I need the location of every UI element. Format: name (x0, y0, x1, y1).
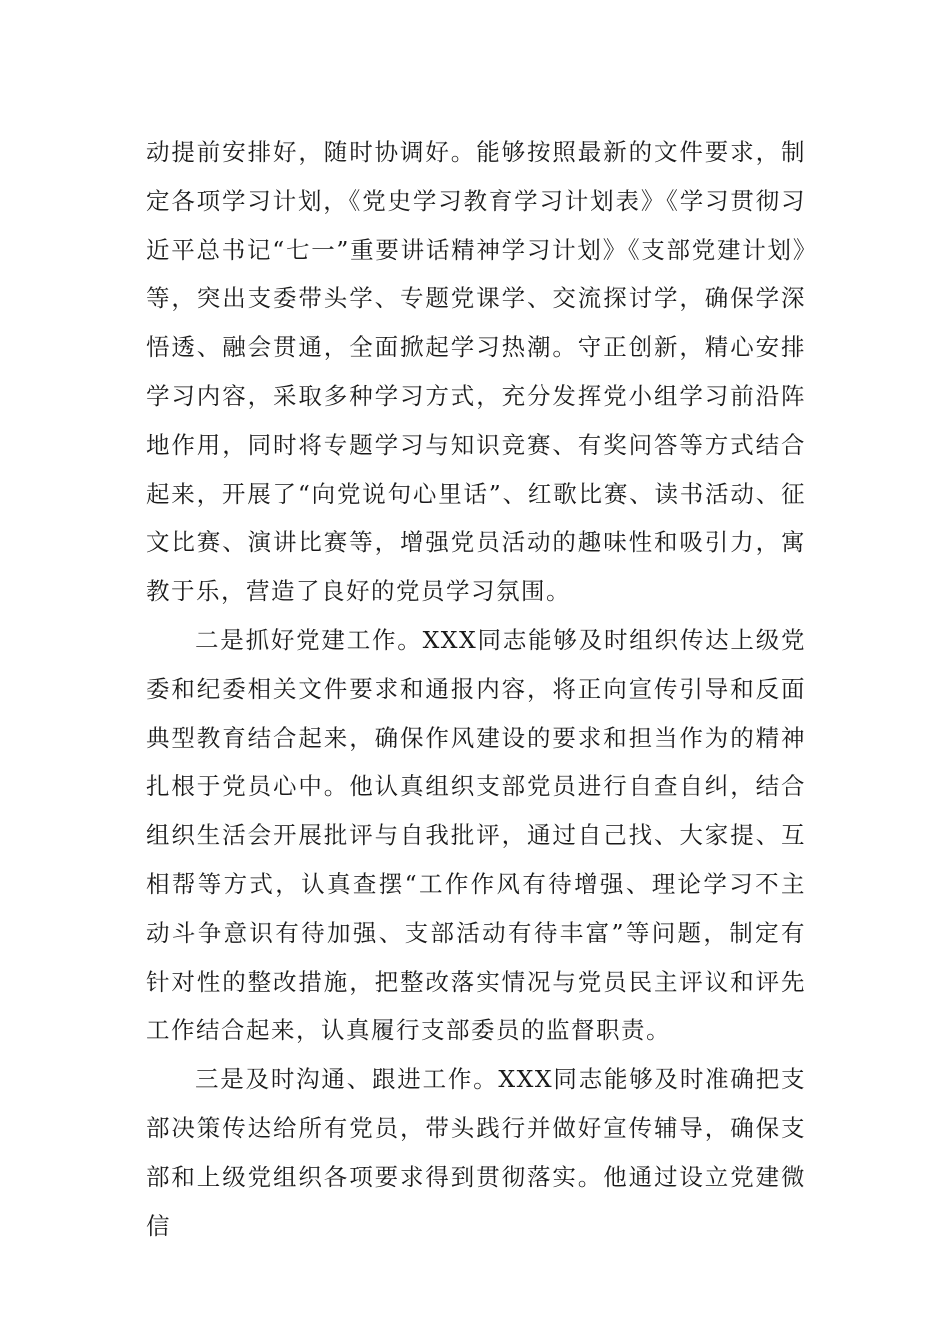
paragraph-party-building: 二是抓好党建工作。XXX同志能够及时组织传达上级党委和纪委相关文件要求和通报内容，将正向宣传引导和反面典型教育结合起来，确保作风建设的要求和担当作为的精神扎根于党员心中。他认真组织支部党员进行自查自纠，结合组织生活会开展批评与自我批评，通过自己找、大家提、互相帮等方式，认真查摆“工作作风有待增强、理论学习不主动斗争意识有待加强、支部活动有待丰富”等问题，制定有针对性的整改措施，把整改落实情况与党员民主评议和评先工作结合起来，认真履行支部委员的监督职责。 (146, 625, 806, 1045)
document-page (146, 128, 806, 1250)
paragraph-continuation: 动提前安排好，随时协调好。能够按照最新的文件要求，制定各项学习计划，《党史学习教育学习计划表》《学习贯彻习近平总书记“七一”重要讲话精神学习计划》《支部党建计划》等，突出支委带头学、专题党课学、交流探讨学，确保学深悟透、融会贯通，全面掀起学习热潮。守正创新，精心安排学习内容，采取多种学习方式，充分发挥党小组学习前沿阵地作用，同时将专题学习与知识竞赛、有奖问答等方式结合起来，开展了“向党说句心里话”、红歌比赛、读书活动、征文比赛、演讲比赛等，增强党员活动的趣味性和吸引力，寓教于乐，营造了良好的党员学习氛围。 (146, 138, 806, 606)
paragraph-communication: 三是及时沟通、跟进工作。XXX同志能够及时准确把支部决策传达给所有党员，带头践行并做好宣传辅导，确保支部和上级党组织各项要求得到贯彻落实。他通过设立党建微信 (146, 1065, 806, 1240)
